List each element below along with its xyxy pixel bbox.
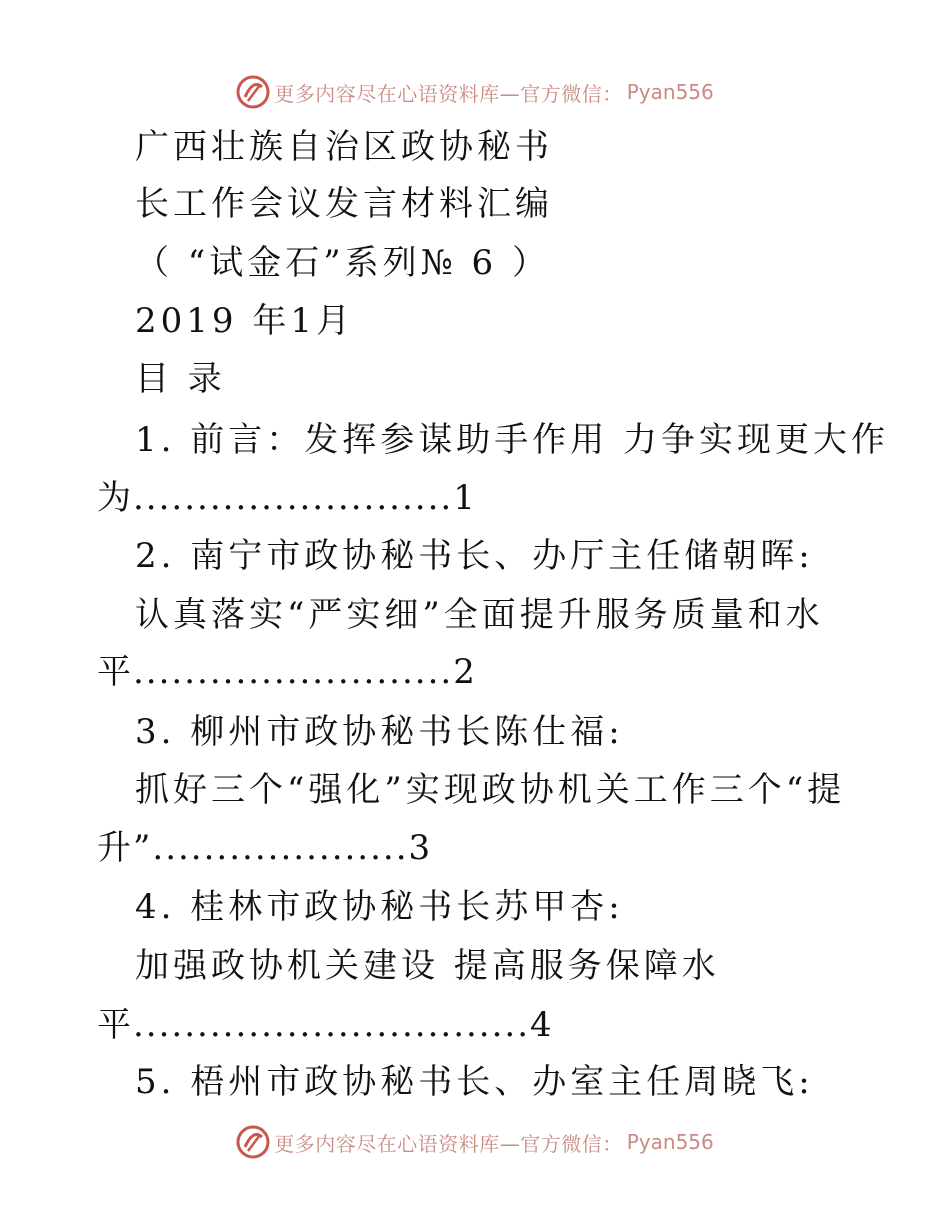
watermark-logo-icon: [236, 75, 270, 109]
toc-item-3-leader: [97, 826, 434, 870]
toc-item-2-page: 2: [453, 652, 479, 692]
toc-item-3-page: 3: [408, 828, 435, 868]
watermark-text: 更多内容尽在心语资料库—官方微信：: [274, 81, 623, 106]
toc-item-1-title: 1. 前言：发挥参谋助手作用 力争实现更大作: [135, 420, 890, 460]
toc-item-4-title: 4. 桂林市政协秘书长苏甲杏:: [135, 887, 624, 927]
document-title-line-2: 长工作会议发言材料汇编: [135, 184, 553, 224]
document-title-line-1: 广西壮族自治区政协秘书: [135, 127, 553, 167]
toc-item-3-title: 3. 柳州市政协秘书长陈仕福:: [135, 712, 624, 752]
toc-heading: 目 录: [135, 359, 226, 399]
toc-item-4-page: 4: [530, 1005, 556, 1045]
toc-item-2-subtitle: 认真落实“严实细”全面提升服务质量和水: [135, 595, 824, 635]
watermark-header: [0, 70, 950, 114]
toc-item-5-title: 5. 梧州市政协秘书长、办室主任周晓飞:: [135, 1062, 814, 1102]
toc-item-3-tail: 升”....................: [97, 828, 409, 868]
toc-item-1-tail: 为.........................: [97, 478, 454, 518]
toc-item-4-tail: 平...............................: [97, 1005, 531, 1045]
toc-item-2-leader: [97, 650, 479, 694]
toc-item-3-subtitle: 抓好三个“强化”实现政协机关工作三个“提: [135, 770, 846, 810]
watermark-footer: [0, 1120, 950, 1164]
toc-item-1-leader: [97, 476, 479, 520]
watermark-logo-icon: [236, 1125, 270, 1159]
watermark-id: Pyan556: [626, 80, 714, 104]
document-date: 2019 年1月: [135, 301, 354, 341]
toc-item-4-subtitle: 加强政协机关建设 提高服务保障水: [135, 946, 720, 986]
toc-item-1-page: 1: [453, 478, 479, 518]
toc-item-2-tail: 平.........................: [97, 652, 454, 692]
series-label: （ “试金石”系列№ 6 ）: [135, 243, 550, 283]
watermark-id: Pyan556: [626, 1130, 714, 1154]
watermark-text: 更多内容尽在心语资料库—官方微信：: [274, 1131, 623, 1156]
toc-item-4-leader: [97, 1003, 556, 1047]
toc-item-2-title: 2. 南宁市政协秘书长、办厅主任储朝晖:: [135, 536, 814, 576]
